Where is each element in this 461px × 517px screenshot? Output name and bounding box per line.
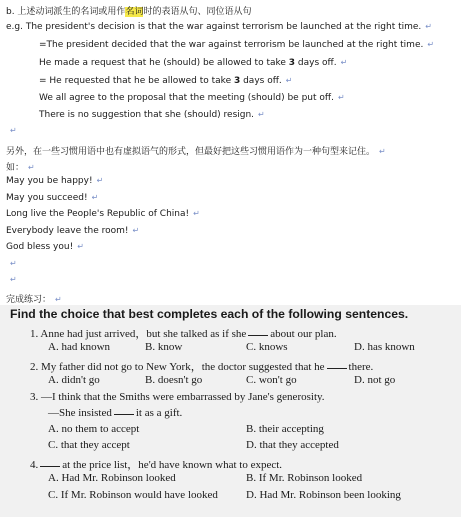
- paragraph-mark-icon: ↵: [28, 163, 35, 172]
- option-a: A. had known: [48, 341, 111, 353]
- text-line: [6, 144, 386, 157]
- text-line: [39, 110, 265, 120]
- answer-blank: [327, 368, 347, 369]
- text-span: He made a request that he (should) be allowed to take: [39, 58, 289, 68]
- text-span: God bless you!: [6, 242, 74, 252]
- paragraph-mark-icon: ↵: [425, 22, 432, 31]
- paragraph-mark-icon: ↵: [340, 58, 348, 67]
- text-span: = He requested that he be allowed to take: [39, 76, 234, 86]
- paragraph-mark-icon: ↵: [427, 40, 435, 49]
- text-span: e.g. The president's decision is that the war against terrorism be launched at the right time.: [6, 22, 422, 32]
- text-span: 完成练习：: [6, 295, 52, 305]
- option-c: C. won't go: [246, 374, 297, 386]
- paragraph-mark-icon: ↵: [379, 147, 386, 156]
- text-line: [6, 226, 139, 236]
- text-line: [6, 126, 17, 136]
- highlighted-text: 名词: [125, 7, 144, 17]
- option-a: A. Had Mr. Robinson looked: [48, 472, 176, 484]
- text-span: days off.: [240, 76, 282, 86]
- paragraph-mark-icon: ↵: [91, 193, 99, 202]
- option-d: D. Had Mr. Robinson been looking: [246, 489, 401, 501]
- paragraph-mark-icon: ↵: [77, 242, 84, 251]
- text-span: There is no suggestion that she (should) resign.: [39, 110, 255, 120]
- text-span: May you be happy!: [6, 176, 93, 186]
- paragraph-mark-icon: ↵: [10, 275, 17, 284]
- text-span: 如：: [6, 163, 25, 173]
- option-a: A. no them to accept: [48, 423, 140, 435]
- question-3: 3. —I think that the Smiths were embarrassed by Jane's generosity.: [30, 391, 325, 403]
- option-a: A. didn't go: [48, 374, 100, 386]
- text-line: [6, 209, 200, 219]
- text-line: [6, 22, 432, 32]
- text-span: 另外，在一些习惯用语中也有虚拟语气的形式，但最好把这些习惯用语作为一种句型来记住。: [6, 147, 376, 157]
- option-b: B. doesn't go: [145, 374, 203, 386]
- text-line: [39, 93, 345, 103]
- question-4: 4. at the price list，he'd have known what to expect.: [30, 459, 283, 471]
- paragraph-mark-icon: ↵: [258, 110, 265, 119]
- text-line: [6, 160, 35, 173]
- option-b: B. their accepting: [246, 423, 324, 435]
- paragraph-mark-icon: ↵: [193, 209, 200, 218]
- text-span: 时的表语从句、同位语从句: [143, 7, 252, 17]
- text-line: [6, 4, 251, 17]
- paragraph-mark-icon: ↵: [55, 295, 62, 304]
- exercise-heading: Find the choice that best completes each of the following sentences.: [10, 307, 409, 321]
- answer-blank: [40, 466, 60, 467]
- option-d: D. that they accepted: [246, 439, 339, 451]
- option-b: B. know: [145, 341, 183, 353]
- exercise-section: [0, 305, 461, 517]
- answer-blank: [114, 414, 134, 415]
- text-line: [6, 292, 62, 305]
- text-line: [39, 40, 434, 50]
- paragraph-mark-icon: ↵: [96, 176, 104, 185]
- bold-number: 3: [288, 58, 296, 68]
- option-c: C. that they accept: [48, 439, 130, 451]
- text-span: We all agree to the proposal that the meeting (should) be put off.: [39, 93, 334, 103]
- paragraph-mark-icon: ↵: [285, 76, 293, 85]
- text-span: b. 上述动词派生的名词或用作: [6, 7, 126, 17]
- option-d: D. not go: [354, 374, 396, 386]
- text-span: May you succeed!: [6, 193, 88, 203]
- option-d: D. has known: [354, 341, 415, 353]
- text-line: [6, 259, 17, 269]
- bold-number: 3: [233, 76, 241, 86]
- paragraph-mark-icon: ↵: [10, 259, 17, 268]
- text-line: [6, 176, 103, 186]
- text-span: days off.: [295, 58, 337, 68]
- text-line: [39, 58, 347, 68]
- answer-blank: [248, 335, 268, 336]
- option-b: B. If Mr. Robinson looked: [246, 472, 363, 484]
- text-span: =The president decided that the war against terrorism be launched at the right time.: [39, 40, 424, 50]
- paragraph-mark-icon: ↵: [337, 93, 345, 102]
- text-span: Long live the People's Republic of China!: [6, 209, 190, 219]
- question-3-reply: —She insisted it as a gift.: [48, 407, 183, 419]
- question-1: 1. Anne had just arrived，but she talked as if she about our plan.: [30, 328, 337, 340]
- text-span: Everybody leave the room!: [6, 226, 129, 236]
- option-c: C. If Mr. Robinson would have looked: [48, 489, 218, 501]
- question-2: 2. My father did not go to New York，the doctor suggested that he there.: [30, 361, 374, 373]
- text-line: [6, 275, 17, 285]
- option-c: C. knows: [246, 341, 288, 353]
- text-line: [39, 76, 292, 86]
- paragraph-mark-icon: ↵: [10, 126, 17, 135]
- paragraph-mark-icon: ↵: [132, 226, 140, 235]
- text-line: [6, 242, 84, 252]
- text-line: [6, 193, 98, 203]
